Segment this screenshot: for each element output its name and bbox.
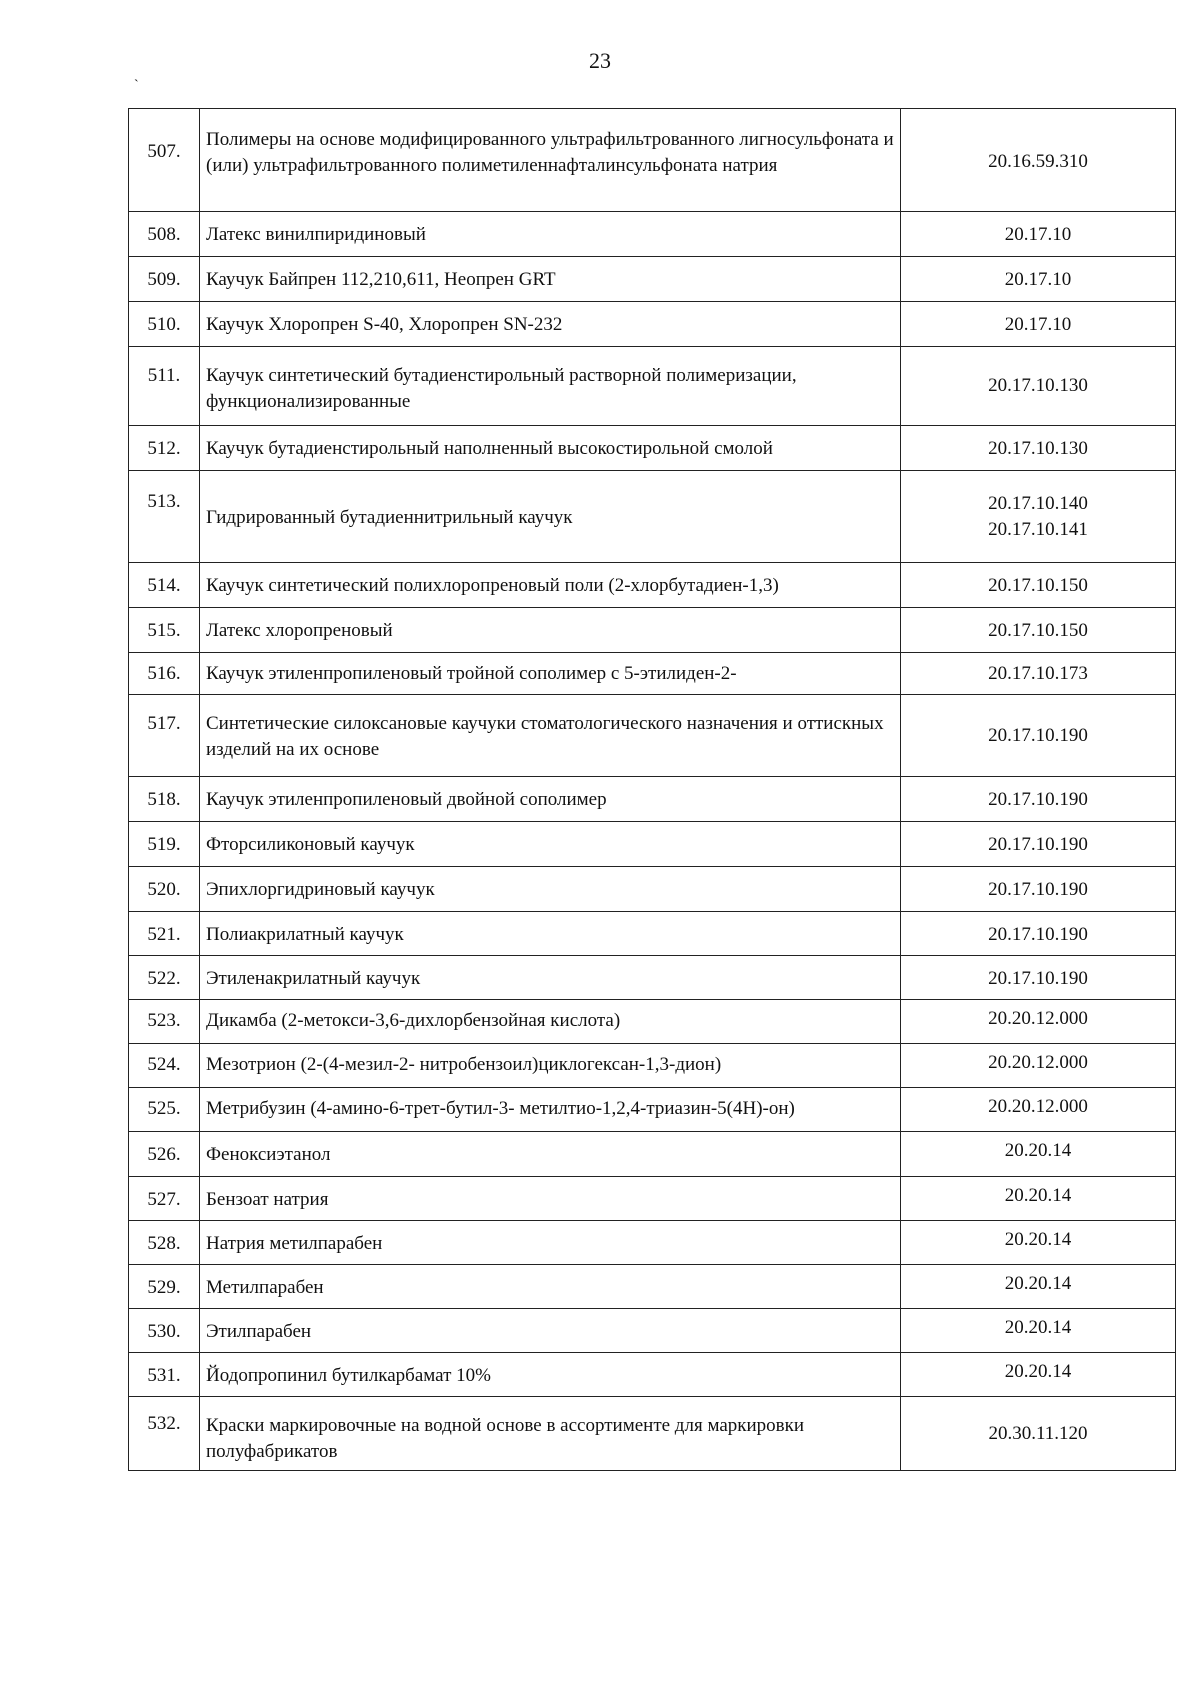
row-number: 509. — [129, 257, 200, 302]
product-name: Каучук бутадиенстирольный наполненный высокостирольной смолой — [200, 426, 901, 471]
product-name: Полиакрилатный каучук — [200, 912, 901, 956]
product-name: Этилпарабен — [200, 1309, 901, 1353]
product-name: Бензоат натрия — [200, 1177, 901, 1221]
table-row — [129, 302, 1176, 347]
okpd-code: 20.17.10.140 20.17.10.141 — [901, 471, 1176, 563]
row-number: 530. — [129, 1309, 200, 1353]
row-number: 511. — [129, 347, 200, 426]
product-name: Метрибузин (4-амино-6-трет-бутил-3- метилтио-1,2,4-триазин-5(4Н)-он) — [200, 1088, 901, 1132]
okpd-code: 20.30.11.120 — [901, 1397, 1176, 1471]
okpd-code: 20.20.14 — [901, 1221, 1176, 1265]
okpd-code: 20.20.14 — [901, 1132, 1176, 1177]
product-name: Краски маркировочные на водной основе в ассортименте для маркировки полуфабрикатов — [200, 1397, 901, 1471]
table-row — [129, 822, 1176, 867]
product-name: Полимеры на основе модифицированного ультрафильтрованного лигносульфоната и (или) ультрафильтрованного полиметиленнафталинсульфоната натрия — [200, 109, 901, 212]
row-number: 523. — [129, 1000, 200, 1044]
okpd-code: 20.17.10.190 — [901, 956, 1176, 1000]
okpd-code: 20.17.10.190 — [901, 912, 1176, 956]
okpd-code: 20.20.12.000 — [901, 1088, 1176, 1132]
product-name: Йодопропинил бутилкарбамат 10% — [200, 1353, 901, 1397]
product-name: Латекс хлоропреновый — [200, 608, 901, 653]
table-row — [129, 1309, 1176, 1353]
row-number: 531. — [129, 1353, 200, 1397]
product-name: Каучук этиленпропиленовый двойной сополимер — [200, 777, 901, 822]
row-number: 517. — [129, 695, 200, 777]
row-number: 518. — [129, 777, 200, 822]
product-name: Эпихлоргидриновый каучук — [200, 867, 901, 912]
table-row — [129, 1000, 1176, 1044]
table-row — [129, 912, 1176, 956]
okpd-code: 20.17.10.190 — [901, 777, 1176, 822]
row-number: 507. — [129, 109, 200, 212]
row-number: 525. — [129, 1088, 200, 1132]
row-number: 508. — [129, 212, 200, 257]
product-name: Латекс винилпиридиновый — [200, 212, 901, 257]
okpd-code: 20.17.10 — [901, 257, 1176, 302]
row-number: 532. — [129, 1397, 200, 1471]
product-name: Метилпарабен — [200, 1265, 901, 1309]
product-name: Этиленакрилатный каучук — [200, 956, 901, 1000]
okpd-code: 20.17.10.190 — [901, 867, 1176, 912]
table-row — [129, 1132, 1176, 1177]
okpd-code: 20.17.10.190 — [901, 695, 1176, 777]
row-number: 520. — [129, 867, 200, 912]
product-name: Каучук синтетический бутадиенстирольный растворной полимеризации, функционализированные — [200, 347, 901, 426]
table-row — [129, 1353, 1176, 1397]
table-row — [129, 347, 1176, 426]
table-row — [129, 109, 1176, 212]
row-number: 513. — [129, 471, 200, 563]
row-number: 514. — [129, 563, 200, 608]
goods-table — [128, 108, 1176, 1471]
row-number: 529. — [129, 1265, 200, 1309]
table-row — [129, 653, 1176, 695]
product-name: Мезотрион (2-(4-мезил-2- нитробензоил)циклогексан-1,3-дион) — [200, 1044, 901, 1088]
table-row — [129, 212, 1176, 257]
table-row — [129, 608, 1176, 653]
okpd-code: 20.17.10.173 — [901, 653, 1176, 695]
okpd-code: 20.17.10.190 — [901, 822, 1176, 867]
table-row — [129, 1221, 1176, 1265]
okpd-code: 20.20.12.000 — [901, 1044, 1176, 1088]
row-number: 516. — [129, 653, 200, 695]
okpd-code: 20.16.59.310 — [901, 109, 1176, 212]
row-number: 527. — [129, 1177, 200, 1221]
page-number: 23 — [589, 48, 611, 73]
row-number: 510. — [129, 302, 200, 347]
table-row — [129, 1397, 1176, 1471]
table-row — [129, 1088, 1176, 1132]
okpd-code: 20.17.10 — [901, 212, 1176, 257]
goods-table-body — [129, 109, 1176, 1471]
okpd-code: 20.17.10.130 — [901, 426, 1176, 471]
okpd-code: 20.20.12.000 — [901, 1000, 1176, 1044]
okpd-code: 20.17.10.130 — [901, 347, 1176, 426]
table-row — [129, 257, 1176, 302]
table-row — [129, 563, 1176, 608]
row-number: 515. — [129, 608, 200, 653]
product-name: Гидрированный бутадиеннитрильный каучук — [200, 471, 901, 563]
product-name: Каучук синтетический полихлоропреновый поли (2-хлорбутадиен-1,3) — [200, 563, 901, 608]
product-name: Дикамба (2-метокси-3,6-дихлорбензойная кислота) — [200, 1000, 901, 1044]
table-row — [129, 695, 1176, 777]
okpd-code: 20.17.10.150 — [901, 608, 1176, 653]
product-name: Феноксиэтанол — [200, 1132, 901, 1177]
row-number: 519. — [129, 822, 200, 867]
table-row — [129, 1177, 1176, 1221]
table-row — [129, 471, 1176, 563]
okpd-code: 20.20.14 — [901, 1265, 1176, 1309]
table-row — [129, 777, 1176, 822]
okpd-code: 20.20.14 — [901, 1309, 1176, 1353]
table-row — [129, 867, 1176, 912]
row-number: 526. — [129, 1132, 200, 1177]
okpd-code: 20.17.10.150 — [901, 563, 1176, 608]
row-number: 512. — [129, 426, 200, 471]
table-row — [129, 1044, 1176, 1088]
product-name: Натрия метилпарабен — [200, 1221, 901, 1265]
row-number: 522. — [129, 956, 200, 1000]
table-row — [129, 1265, 1176, 1309]
product-name: Фторсиликоновый каучук — [200, 822, 901, 867]
row-number: 521. — [129, 912, 200, 956]
okpd-code: 20.20.14 — [901, 1177, 1176, 1221]
product-name: Каучук этиленпропиленовый тройной сополимер с 5-этилиден-2- — [200, 653, 901, 695]
row-number: 528. — [129, 1221, 200, 1265]
table-row — [129, 956, 1176, 1000]
row-number: 524. — [129, 1044, 200, 1088]
okpd-code: 20.17.10 — [901, 302, 1176, 347]
product-name: Каучук Хлоропрен S-40, Хлоропрен SN-232 — [200, 302, 901, 347]
product-name: Каучук Байпрен 112,210,611, Неопрен GRT — [200, 257, 901, 302]
table-row — [129, 426, 1176, 471]
scan-mark: ` — [134, 78, 139, 93]
okpd-code: 20.20.14 — [901, 1353, 1176, 1397]
product-name: Синтетические силоксановые каучуки стоматологического назначения и оттискных изделий на их основе — [200, 695, 901, 777]
